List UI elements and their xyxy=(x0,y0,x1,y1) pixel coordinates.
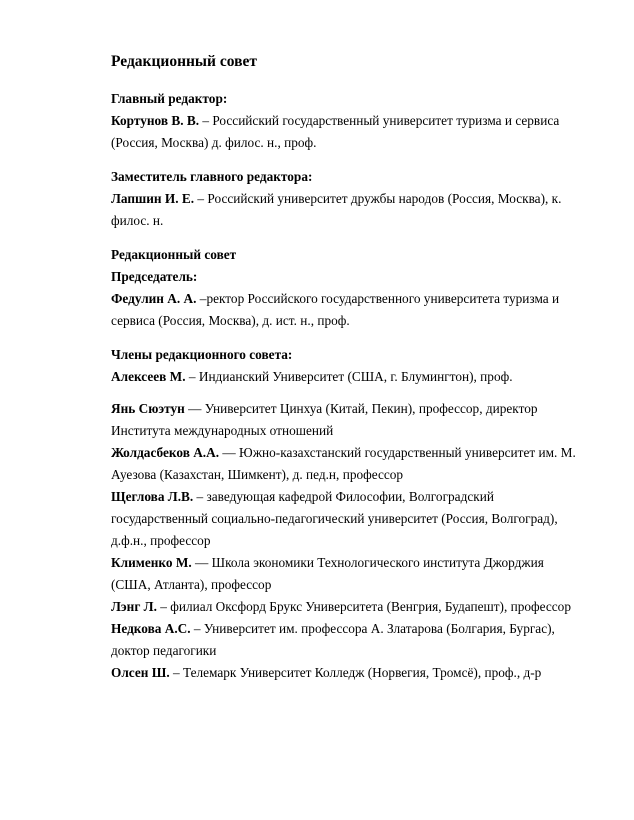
member-name: Алексеев М. xyxy=(111,369,186,384)
chief-editor-name: Кортунов В. В. xyxy=(111,113,200,128)
member-name: Янь Сюэтун xyxy=(111,401,185,416)
member-entry xyxy=(111,662,581,684)
member-affiliation: — Южно-казахстанский государственный университет им. М. Ауезова (Казахстан, Шимкент), д. пед.н, профессор xyxy=(111,445,576,482)
editorial-board-page xyxy=(111,52,581,684)
deputy-editor-entry xyxy=(111,188,581,232)
chair-heading: Председатель: xyxy=(111,269,198,284)
chief-editor-heading: Главный редактор: xyxy=(111,91,228,106)
member-entry xyxy=(111,596,581,618)
member-affiliation: – Индианский Университет (США, г. Блумингтон), проф. xyxy=(185,369,513,384)
deputy-editor-affiliation: – Российский университет дружбы народов (Россия, Москва), к. филос. н. xyxy=(111,191,562,228)
member-name: Недкова А.С. xyxy=(111,621,191,636)
member-entry xyxy=(111,398,581,442)
member-entry xyxy=(111,618,581,662)
member-affiliation: – заведующая кафедрой Философии, Волгоградский государственный социально-педагогический университет (Россия, Волгоград), д.ф.н., профессор xyxy=(111,489,558,548)
member-entry xyxy=(111,366,581,388)
chair-name: Федулин А. А. xyxy=(111,291,197,306)
chair-entry xyxy=(111,288,581,332)
chief-editor-affiliation: – Российский государственный университет туризма и сервиса (Россия, Москва) д. филос. н., проф. xyxy=(111,113,560,150)
deputy-editor-name: Лапшин И. Е. xyxy=(111,191,195,206)
deputy-editor-heading: Заместитель главного редактора: xyxy=(111,169,313,184)
page-title: Редакционный совет xyxy=(111,53,257,70)
council-heading: Редакционный совет xyxy=(111,247,237,262)
member-entry xyxy=(111,486,581,552)
member-affiliation: — Школа экономики Технологического института Джорджия (США, Атланта), профессор xyxy=(111,555,544,592)
member-name: Щеглова Л.В. xyxy=(111,489,194,504)
chief-editor-entry xyxy=(111,110,581,154)
member-affiliation: – Университет им. профессора А. Златарова (Болгария, Бургас), доктор педагогики xyxy=(111,621,555,658)
member-entry xyxy=(111,442,581,486)
member-name: Клименко М. xyxy=(111,555,192,570)
member-name: Жолдасбеков А.А. xyxy=(111,445,220,460)
member-entry xyxy=(111,552,581,596)
member-affiliation: — Университет Цинхуа (Китай, Пекин), профессор, директор Института международных отношений xyxy=(111,401,538,438)
chair-affiliation: –ректор Российского государственного университета туризма и сервиса (Россия, Москва), д. ист. н., проф. xyxy=(111,291,560,328)
member-affiliation: – Телемарк Университет Колледж (Норвегия, Тромсё), проф., д-р xyxy=(169,665,542,680)
members-heading: Члены редакционного совета: xyxy=(111,347,293,362)
member-name: Олсен Ш. xyxy=(111,665,170,680)
member-affiliation: – филиал Оксфорд Брукс Университета (Венгрия, Будапешт), профессор xyxy=(156,599,571,614)
member-name: Лэнг Л. xyxy=(111,599,157,614)
